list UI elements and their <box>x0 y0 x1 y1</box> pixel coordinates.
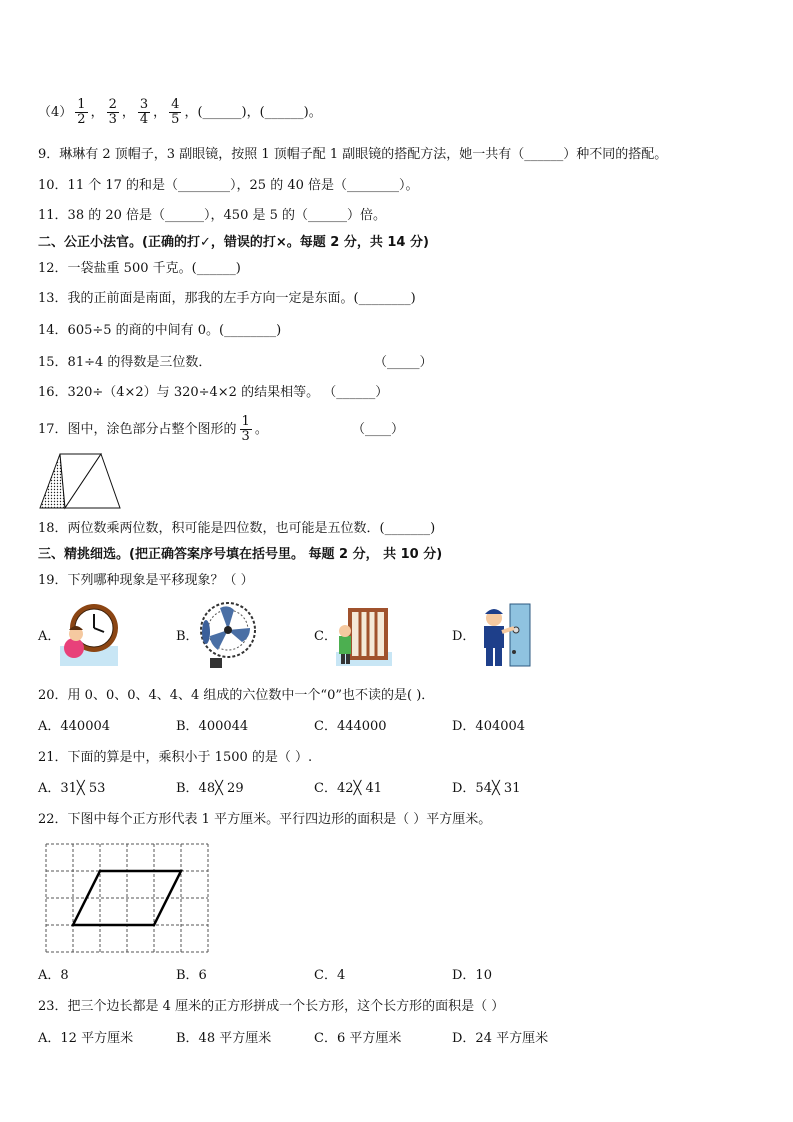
question-20: 20．用 0、0、0、4、4、4 组成的六位数中一个“0”也不读的是( )． <box>38 688 435 703</box>
q23-option-b: B．48 平方厘米 <box>176 1031 272 1046</box>
question-11: 11．38 的 20 倍是（______），450 是 5 的（______）倍。 <box>38 208 387 223</box>
q19-option-c-label: C． <box>314 629 337 644</box>
q15-blank: （_____） <box>374 355 433 370</box>
q19-option-a-label: A． <box>38 629 61 644</box>
fraction-1: $\frac{1}{2}$ <box>77 97 86 127</box>
question-12: 12．一袋盐重 500 千克。(______) <box>38 261 241 276</box>
q21-option-b: B．48╳ 29 <box>176 781 244 796</box>
door-picture-icon <box>476 602 534 668</box>
clock-picture-icon <box>60 602 120 666</box>
question-22: 22．下图中每个正方形代表 1 平方厘米。平行四边形的面积是（ ）平方厘米。 <box>38 812 492 827</box>
q20-option-c: C．444000 <box>314 719 387 734</box>
grid-parallelogram-figure <box>44 842 212 956</box>
question-16: 16．320÷（4×2）与 320÷4×2 的结果相等。 （______） <box>38 385 389 400</box>
q19-option-d-label: D． <box>452 629 476 644</box>
question-15: 15．81÷4 的得数是三位数． <box>38 355 212 370</box>
question-10: 10．11 个 17 的和是（________），25 的 40 倍是（________）。 <box>38 178 419 193</box>
section-3-heading: 三、精挑细选。(把正确答案序号填在括号里。 每题 2 分， 共 10 分) <box>38 547 443 562</box>
q4-prefix: （4） <box>38 105 73 120</box>
q23-option-d: D．24 平方厘米 <box>452 1031 549 1046</box>
fraction-3: $\frac{3}{4}$ <box>139 97 149 127</box>
q20-option-b: B．400044 <box>176 719 249 734</box>
question-14: 14．605÷5 的商的中间有 0。(________) <box>38 323 282 338</box>
section-2-heading: 二、公正小法官。(正确的打✓，错误的打×。每题 2 分，共 14 分) <box>38 235 429 250</box>
q22-option-c: C．4 <box>314 968 346 983</box>
fraction-2: $\frac{2}{3}$ <box>108 97 117 127</box>
q21-option-a: A．31╳ 53 <box>38 781 106 796</box>
fraction-4: $\frac{4}{5}$ <box>171 97 180 127</box>
question-17: 17．图中，涂色部分占整个图形的 $\frac{1}{3}$ 。 <box>38 414 268 444</box>
q22-option-d: D．10 <box>452 968 492 983</box>
question-9: 9．琳琳有 2 顶帽子，3 副眼镜，按照 1 顶帽子配 1 副眼镜的搭配方法，她一共有（______）种不同的搭配。 <box>38 147 668 162</box>
q21-option-c: C．42╳ 41 <box>314 781 382 796</box>
q4-suffix: ，(______)，(______)。 <box>184 105 322 120</box>
q23-option-a: A．12 平方厘米 <box>38 1031 134 1046</box>
q17-blank: （____） <box>352 422 405 437</box>
question-13: 13．我的正前面是南面，那我的左手方向一定是东面。(________) <box>38 291 416 306</box>
q17-fraction: $\frac{1}{3}$ <box>241 414 250 444</box>
q23-option-c: C．6 平方厘米 <box>314 1031 402 1046</box>
q20-option-a: A．440004 <box>38 719 111 734</box>
question-21: 21．下面的算是中，乘积小于 1500 的是（ ）. <box>38 750 313 765</box>
q21-option-d: D．54╳ 31 <box>452 781 521 796</box>
q20-option-d: D．404004 <box>452 719 526 734</box>
fan-picture-icon <box>196 598 258 672</box>
question-23: 23．把三个边长都是 4 厘米的正方形拼成一个长方形，这个长方形的面积是（ ） <box>38 999 505 1014</box>
question-18: 18．两位数乘两位数，积可能是四位数，也可能是五位数．(_______) <box>38 521 436 536</box>
q22-option-a: A．8 <box>38 968 69 983</box>
q19-option-b-label: B． <box>176 629 199 644</box>
question-4: （4） $\frac{1}{2}$ ， $\frac{2}{3}$ ， $\frac{3}{4}$ ， $\frac{4}{5}$ ，(______)，(______)。 <box>38 97 322 127</box>
shaded-triangle-figure <box>38 452 122 510</box>
window-picture-icon <box>336 604 392 666</box>
question-19: 19．下列哪种现象是平移现象？（ ） <box>38 573 254 588</box>
q22-option-b: B．6 <box>176 968 207 983</box>
